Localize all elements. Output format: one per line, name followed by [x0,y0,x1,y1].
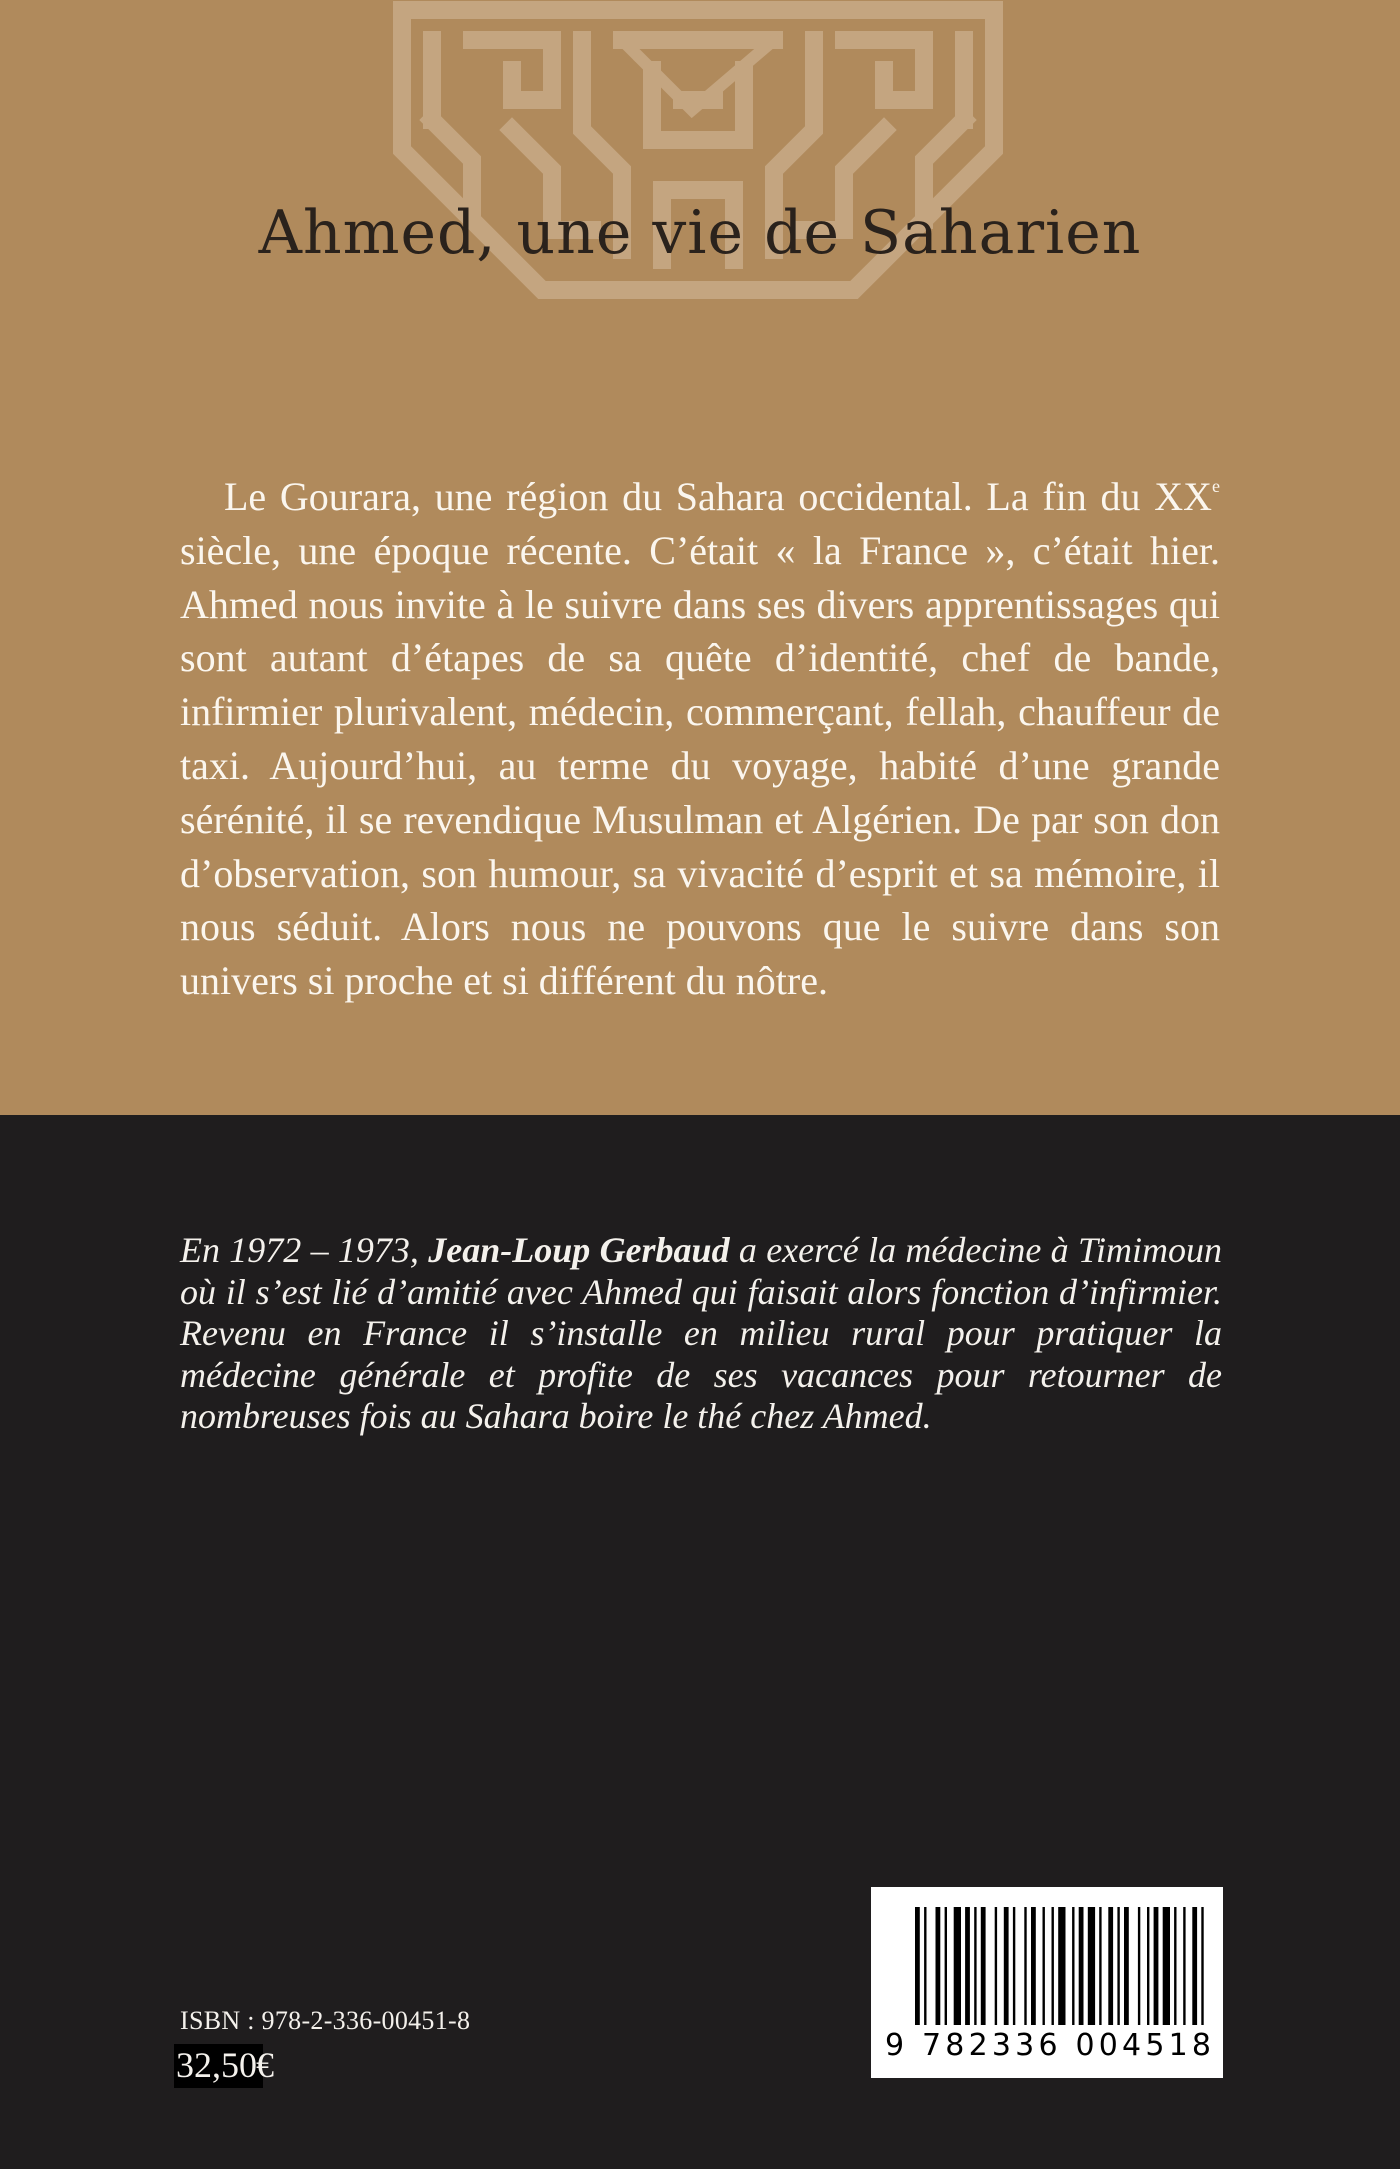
barcode-bar [1183,1907,1185,2025]
barcode-bar [1124,1907,1129,2025]
barcode-bar [1117,1907,1119,2025]
barcode-bar [1013,1907,1015,2025]
barcode-bar [1138,1907,1140,2025]
barcode-digits: 9 782336 004518 [885,2028,1216,2063]
barcode-bar [1031,1907,1036,2025]
barcode-bar [924,1907,926,2025]
bio-lead: En 1972 – 1973, [180,1230,429,1270]
synopsis-body: siècle, une époque récente. C’était « la France », c’était hier. Ahmed nous invite à le suivre dans ses divers apprentissages qui sont autant d’étapes de sa quête d’identité, chef de bande, infirmier plurivalent, médecin, commerçant, fellah, chauffeur de taxi. Aujourd’hui, au terme du voyage, habité d’une grande sérénité, il se revendique Musulman et Algérien. De par son don d’observation, son humour, sa vivacité d’esprit et sa mémoire, il nous séduit. Alors nous ne pouvons que le suivre dans son univers si proche et si différent du nôtre. [180,527,1220,1004]
barcode-bar [1088,1907,1095,2025]
barcode-bar [1072,1907,1074,2025]
barcode-bar [1147,1907,1149,2025]
barcode-bar [1043,1907,1045,2025]
barcode-bar [1174,1907,1176,2025]
barcode-bar [965,1907,970,2025]
barcode [871,1887,1223,2078]
book-title: Ahmed, une vie de Saharien [258,198,1142,268]
barcode-bar [936,1907,941,2025]
barcode-bar [995,1907,997,2025]
barcode-bar [1108,1907,1113,2025]
barcode-bar [981,1907,986,2025]
barcode-bar [1024,1907,1026,2025]
barcode-bar [1058,1907,1065,2025]
author-bio [180,1230,1222,1438]
barcode-bar [1163,1907,1170,2025]
author-name: Jean-Loup Gerbaud [428,1230,730,1270]
century-superscript: e [1212,476,1220,496]
isbn-label: ISBN : 978-2-336-00451-8 [180,2006,471,2035]
barcode-bar [1079,1907,1084,2025]
barcode-bar [945,1907,947,2025]
barcode-bar [1099,1907,1101,2025]
synopsis-lead: Le Gourara, une région du Sahara occidental. La fin du XX [224,474,1212,519]
barcode-bar [1004,1907,1009,2025]
book-synopsis [180,470,1220,1008]
barcode-bar [915,1907,920,2025]
barcode-bar [1201,1907,1203,2025]
bio-body: a exercé la médecine à Timimoun où il s’est lié d’amitié avec Ahmed qui faisait alors fonction d’infirmier. Revenu en France il s’installe en milieu rural pour pratiquer la médecine générale et profite de ses vacances pour retourner de nombreuses fois au Sahara boire le thé chez Ahmed. [180,1230,1222,1436]
price-amount: 32,50 [174,2044,263,2088]
price-currency: € [256,2045,274,2085]
barcode-bar [1192,1907,1197,2025]
barcode-bar [954,1907,961,2025]
barcode-bar [1052,1907,1054,2025]
barcode-bar [1154,1907,1159,2025]
barcode-bar [974,1907,976,2025]
